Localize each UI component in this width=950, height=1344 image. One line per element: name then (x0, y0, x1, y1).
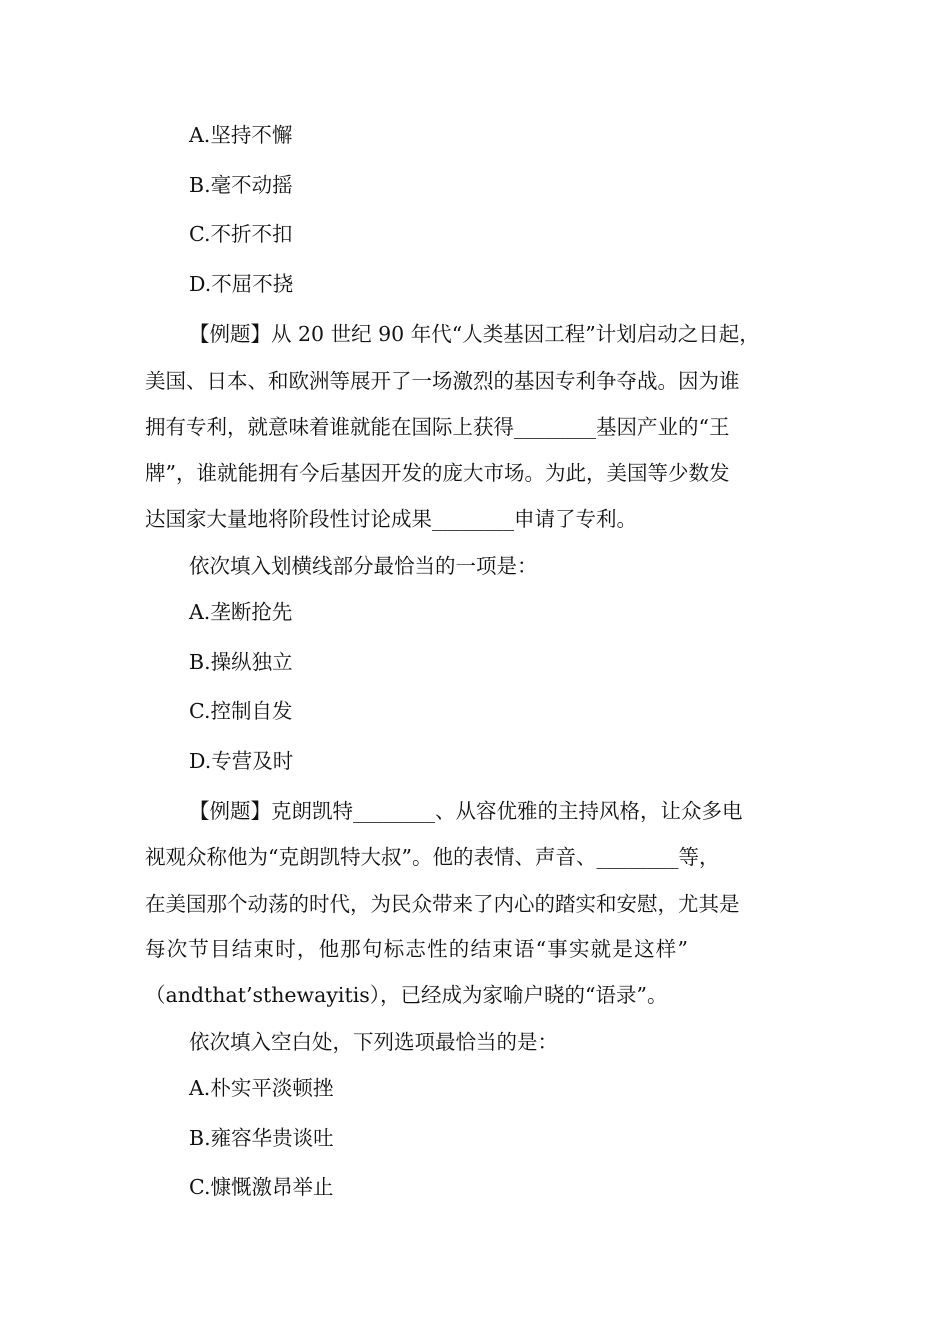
q3-option-b: B.雍容华贵谈吐 (189, 1126, 334, 1150)
q3-line-5: （andthat’sthewayitis），已经成为家喻户晓的“语录”。 (145, 983, 668, 1007)
q2-option-b: B.操纵独立 (189, 650, 293, 674)
q2-option-d: D.专营及时 (189, 749, 294, 773)
q2-line-5: 达国家大量地将阶段性讨论成果________申请了专利。 (145, 507, 637, 531)
q1-option-d: D.不屈不挠 (189, 272, 294, 296)
q2-line-3: 拥有专利，就意味着谁就能在国际上获得________基因产业的“王 (145, 415, 730, 439)
q2-line-4: 牌”，谁就能拥有今后基因开发的庞大市场。为此，美国等少数发 (145, 461, 730, 485)
q2-prompt: 依次填入划横线部分最恰当的一项是： (189, 554, 538, 578)
q1-option-c: C.不折不扣 (189, 222, 293, 246)
q2-line-1: 【例题】从 20 世纪 90 年代“人类基因工程”计划启动之日起， (189, 322, 760, 346)
q1-option-a: A.坚持不懈 (189, 123, 293, 147)
q2-option-c: C.控制自发 (189, 699, 293, 723)
q3-line-1: 【例题】克朗凯特________、从容优雅的主持风格，让众多电 (189, 799, 743, 823)
q3-line-4: 每次节目结束时，他那句标志性的结束语“事实就是这样” (145, 937, 690, 961)
q2-option-a: A.垄断抢先 (189, 600, 293, 624)
q3-prompt: 依次填入空白处，下列选项最恰当的是： (189, 1030, 558, 1054)
q3-option-c: C.慷慨激昂举止 (189, 1175, 334, 1199)
q3-line-2: 视观众称他为“克朗凯特大叔”。他的表情、声音、________等， (145, 845, 720, 869)
q3-line-3: 在美国那个动荡的时代，为民众带来了内心的踏实和安慰，尤其是 (145, 892, 740, 916)
q2-line-2: 美国、日本、和欧洲等展开了一场激烈的基因专利争夺战。因为谁 (145, 369, 740, 393)
q3-option-a: A.朴实平淡顿挫 (189, 1076, 334, 1100)
q1-option-b: B.毫不动摇 (189, 173, 293, 197)
